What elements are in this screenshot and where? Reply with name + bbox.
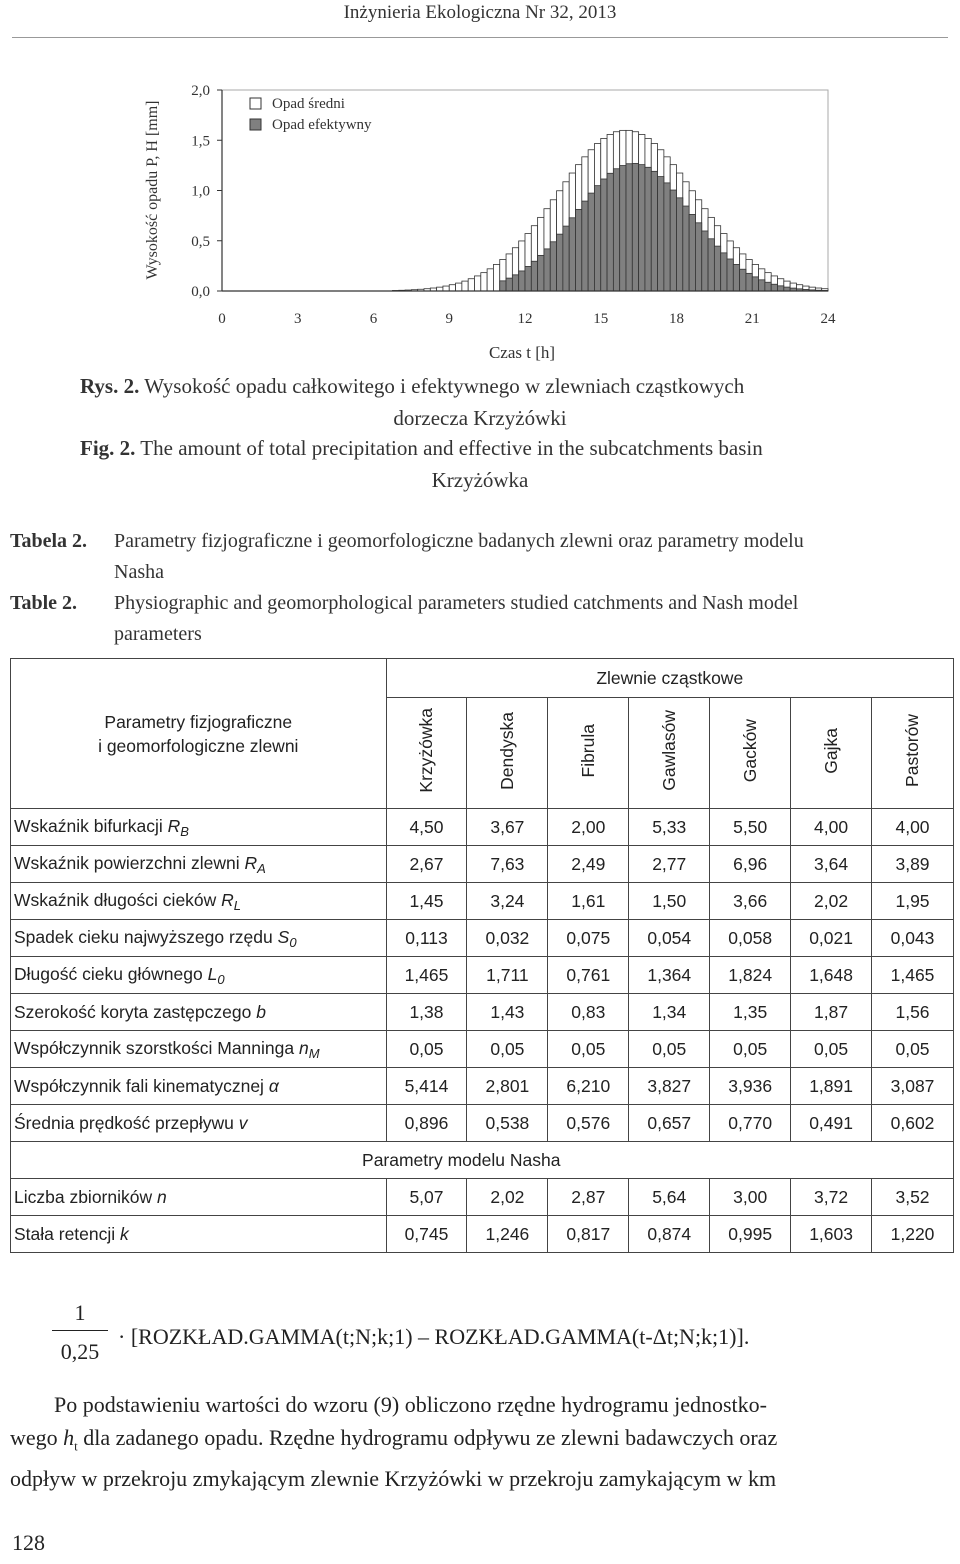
bar-total <box>481 273 487 291</box>
row-label-text: Współczynnik fali kinematycznej <box>14 1075 269 1096</box>
table-row <box>11 846 954 883</box>
table-cell: 0,896 <box>386 1105 467 1142</box>
bar-effective <box>576 209 582 291</box>
bar-effective <box>677 198 683 291</box>
figure-caption-en <box>0 432 960 496</box>
column-header <box>791 698 872 809</box>
table-cell: 1,465 <box>386 957 467 994</box>
table-cell: 3,66 <box>710 883 791 920</box>
section-header-text: Parametry modelu Nasha <box>362 1149 561 1170</box>
table-cell: 1,35 <box>710 994 791 1031</box>
table-cell: 3,24 <box>467 883 548 920</box>
row-symbol: α <box>268 1075 279 1096</box>
column-header-label: Krzyżówka <box>415 708 436 793</box>
table-cell: 5,07 <box>386 1179 467 1216</box>
bar-effective <box>588 193 594 291</box>
table-row <box>11 809 954 846</box>
table-cell: 3,64 <box>791 846 872 883</box>
row-symbol: R <box>221 889 234 910</box>
x-axis-label: Czas t [h] <box>488 343 556 362</box>
row-label <box>11 957 387 994</box>
table-cell: 1,34 <box>629 994 710 1031</box>
parameters-table <box>10 658 954 1253</box>
row-symbol-subscript: 0 <box>217 971 225 987</box>
table-cell: 0,602 <box>872 1105 954 1142</box>
bar-effective <box>525 266 531 291</box>
row-label <box>11 809 387 846</box>
bar-effective <box>613 169 619 291</box>
row-label <box>11 920 387 957</box>
bar-effective <box>512 275 518 291</box>
table-corner-header <box>11 659 387 809</box>
table-row <box>11 1068 954 1105</box>
y-tick-label: 0,5 <box>191 233 210 250</box>
table-cell: 5,50 <box>710 809 791 846</box>
bar-effective <box>721 253 727 291</box>
bar-effective <box>695 223 701 291</box>
table-cell: 0,761 <box>548 957 629 994</box>
paragraph-line2a: wego <box>10 1425 64 1450</box>
table-cell: 3,67 <box>467 809 548 846</box>
table-cell: 1,87 <box>791 994 872 1031</box>
precipitation-chart <box>0 60 960 370</box>
table-cell: 4,50 <box>386 809 467 846</box>
row-symbol: R <box>244 852 258 873</box>
table-cell: 0,05 <box>872 1031 954 1068</box>
table-cell: 0,995 <box>710 1216 791 1253</box>
bar-effective <box>519 271 525 291</box>
table-cell: 3,89 <box>872 846 954 883</box>
table-row <box>11 883 954 920</box>
legend-swatch-effective <box>250 119 261 130</box>
legend-label-total: Opad średni <box>272 96 345 112</box>
table-cell: 7,63 <box>467 846 548 883</box>
figure-caption-pl <box>0 370 960 434</box>
table-cell: 0,043 <box>872 920 954 957</box>
table-cell: 0,021 <box>791 920 872 957</box>
column-header-label: Gacków <box>739 718 760 783</box>
bar-effective <box>651 171 657 291</box>
table-cell: 6,96 <box>710 846 791 883</box>
bar-effective <box>544 249 550 291</box>
y-tick-label: 2,0 <box>191 83 210 99</box>
table-caption-pl-line1: Parametry fizjograficzne i geomorfologiczne badanych zlewni oraz parametry modelu <box>114 530 804 552</box>
table-cell: 1,824 <box>710 957 791 994</box>
group-header: Zlewnie cząstkowe <box>386 659 953 698</box>
bar-effective <box>626 164 632 291</box>
table-row <box>11 1179 954 1216</box>
formula-denominator: 0,25 <box>60 1339 100 1364</box>
table-row <box>11 957 954 994</box>
table-cell: 0,05 <box>467 1031 548 1068</box>
row-symbol: n <box>298 1037 309 1058</box>
x-tick-label: 15 <box>593 311 609 327</box>
bar-effective <box>557 234 563 291</box>
bar-effective <box>759 280 765 291</box>
row-symbol-subscript: L <box>233 897 242 913</box>
section-spacer <box>11 1142 387 1179</box>
figure-caption-pl-line2: dorzecza Krzyżówki <box>393 406 567 430</box>
table-cell: 1,220 <box>872 1216 954 1253</box>
table-cell: 0,874 <box>629 1216 710 1253</box>
x-tick-label: 9 <box>445 311 453 327</box>
bar-total <box>456 283 462 291</box>
row-label-text: Spadek cieku najwyższego rzędu <box>14 926 278 947</box>
column-header <box>548 698 629 809</box>
bar-effective <box>670 190 676 291</box>
y-tick-label: 1,5 <box>191 133 210 150</box>
table-cell: 0,770 <box>710 1105 791 1142</box>
bar-effective <box>550 242 556 291</box>
table-cell: 1,246 <box>467 1216 548 1253</box>
paragraph-line3: odpływ w przekroju zmykającym zlewnie Krzyżówki w przekroju zamykającym w km <box>10 1466 777 1492</box>
bar-total <box>462 281 468 291</box>
table-cell: 1,50 <box>629 883 710 920</box>
table-cell: 0,113 <box>386 920 467 957</box>
table-cell: 0,032 <box>467 920 548 957</box>
column-header-label: Gajka <box>820 727 841 774</box>
row-label <box>11 846 387 883</box>
row-label-text: Długość cieku głównego <box>14 963 208 984</box>
table-cell: 0,05 <box>629 1031 710 1068</box>
table-cell: 0,05 <box>791 1031 872 1068</box>
table-cell: 1,95 <box>872 883 954 920</box>
table-cell: 6,210 <box>548 1068 629 1105</box>
table-caption-en-line2: parameters <box>114 623 202 645</box>
table-cell: 3,936 <box>710 1068 791 1105</box>
paragraph-line2b: dla zadanego opadu. Rzędne hydrogramu odpływu ze zlewni badawczych oraz <box>77 1425 778 1450</box>
column-header <box>710 698 791 809</box>
table-cell: 0,054 <box>629 920 710 957</box>
bar-total <box>493 264 499 291</box>
table-cell: 0,491 <box>791 1105 872 1142</box>
bar-effective <box>752 277 758 291</box>
table-cell: 1,711 <box>467 957 548 994</box>
y-tick-label: 1,0 <box>191 183 210 200</box>
paragraph-line1: Po podstawieniu wartości do wzoru (9) obliczono rzędne hydrogramu jednostko- <box>54 1392 767 1417</box>
x-tick-label: 0 <box>218 311 226 327</box>
table-cell: 2,87 <box>548 1179 629 1216</box>
table-cell: 0,075 <box>548 920 629 957</box>
row-symbol-subscript: A <box>257 860 266 876</box>
journal-header: Inżynieria Ekologiczna Nr 32, 2013 <box>343 2 617 23</box>
table-cell: 2,02 <box>467 1179 548 1216</box>
row-label-text: Wskaźnik bifurkacji <box>14 815 168 836</box>
row-label-text: Wskaźnik powierzchni zlewni <box>14 852 245 873</box>
bar-effective <box>727 259 733 291</box>
row-label-text: Szerokość koryta zastępczego <box>14 1001 257 1022</box>
table-cell: 1,56 <box>872 994 954 1031</box>
header-rule <box>12 37 948 38</box>
bar-effective <box>594 186 600 291</box>
column-header <box>467 698 548 809</box>
figure-label-en: Fig. 2. <box>80 436 136 460</box>
table-cell: 3,087 <box>872 1068 954 1105</box>
bar-effective <box>620 166 626 291</box>
h-subscript: t <box>74 1438 78 1454</box>
section-header-nash <box>362 1142 953 1179</box>
table-cell: 0,058 <box>710 920 791 957</box>
table-caption-pl-line2: Nasha <box>114 561 164 583</box>
table-cell: 0,745 <box>386 1216 467 1253</box>
y-tick-label: 0,0 <box>191 284 210 300</box>
figure-caption-pl-line1: Wysokość opadu całkowitego i efektywnego w zlewniach cząstkowych <box>144 374 745 398</box>
row-label <box>11 1105 387 1142</box>
bar-total <box>443 286 449 291</box>
table-cell: 0,576 <box>548 1105 629 1142</box>
bar-effective <box>702 231 708 291</box>
figure-label-pl: Rys. 2. <box>80 374 140 398</box>
formula-numerator: 1 <box>74 1300 86 1325</box>
legend-swatch-total <box>250 98 261 109</box>
table-cell: 4,00 <box>872 809 954 846</box>
column-header-label: Fibrula <box>577 723 598 778</box>
table-label-pl: Tabela 2. <box>10 530 88 552</box>
table-cell: 1,43 <box>467 994 548 1031</box>
section-row <box>11 1142 954 1179</box>
bar-effective <box>538 255 544 291</box>
table-cell: 1,648 <box>791 957 872 994</box>
figure-caption-en-line2: Krzyżówka <box>431 468 529 492</box>
bar-total <box>449 285 455 291</box>
formula-body: [ROZKŁAD.GAMMA(t;N;k;1) – ROZKŁAD.GAMMA(t-Δt;N;k;1)]. <box>130 1324 750 1349</box>
x-tick-label: 21 <box>744 311 760 327</box>
row-label-text: Stała retencji <box>14 1223 121 1244</box>
page-number: 128 <box>12 1530 45 1555</box>
bar-effective <box>683 206 689 291</box>
table-cell: 1,364 <box>629 957 710 994</box>
x-tick-label: 24 <box>820 311 836 327</box>
x-tick-label: 12 <box>517 311 533 327</box>
row-label <box>11 1068 387 1105</box>
column-header <box>872 698 954 809</box>
row-label <box>11 883 387 920</box>
table-row <box>11 1105 954 1142</box>
row-symbol-subscript: 0 <box>289 934 297 950</box>
bar-effective <box>632 163 638 291</box>
bar-effective <box>658 177 664 291</box>
table-cell: 1,603 <box>791 1216 872 1253</box>
figure-caption-en-line1: The amount of total precipitation and effective in the subcatchments basin <box>140 436 763 460</box>
table-row <box>11 1216 954 1253</box>
row-label <box>11 1031 387 1068</box>
bar-effective <box>639 165 645 291</box>
x-tick-label: 3 <box>294 311 302 327</box>
table-cell: 0,538 <box>467 1105 548 1142</box>
table-cell: 4,00 <box>791 809 872 846</box>
table-cell: 3,00 <box>710 1179 791 1216</box>
table-cell: 2,49 <box>548 846 629 883</box>
table-cell: 2,77 <box>629 846 710 883</box>
bar-effective <box>765 282 771 291</box>
bar-total <box>468 279 474 291</box>
bar-effective <box>740 269 746 291</box>
column-header <box>386 698 467 809</box>
table-row <box>11 1031 954 1068</box>
table-label-en: Table 2. <box>10 592 78 614</box>
row-symbol: n <box>156 1186 167 1207</box>
table-cell: 0,05 <box>386 1031 467 1068</box>
body-paragraph <box>10 1388 950 1495</box>
row-symbol: b <box>256 1001 266 1022</box>
x-tick-label: 6 <box>369 311 378 327</box>
table-row <box>11 994 954 1031</box>
y-axis-label: Wysokość opadu P, H [mm] <box>144 100 161 280</box>
table-caption <box>10 526 955 650</box>
row-label <box>11 994 387 1031</box>
corner-line2: i geomorfologiczne zlewni <box>98 735 299 756</box>
table-cell: 1,45 <box>386 883 467 920</box>
table-cell: 5,33 <box>629 809 710 846</box>
bar-effective <box>569 218 575 291</box>
table-cell: 5,64 <box>629 1179 710 1216</box>
x-tick-label: 18 <box>669 311 684 327</box>
bar-effective <box>664 183 670 291</box>
bar-effective <box>582 201 588 291</box>
table-cell: 3,52 <box>872 1179 954 1216</box>
row-symbol: L <box>207 963 218 984</box>
legend <box>250 96 372 133</box>
bar-effective <box>771 284 777 291</box>
bar-effective <box>746 273 752 291</box>
h-symbol: h <box>63 1425 75 1450</box>
row-symbol-subscript: M <box>308 1045 320 1061</box>
row-symbol-subscript: B <box>180 823 189 839</box>
table-cell: 0,817 <box>548 1216 629 1253</box>
column-header <box>629 698 710 809</box>
table-cell: 3,72 <box>791 1179 872 1216</box>
row-label-text: Liczba zbiorników <box>14 1186 157 1207</box>
table-cell: 5,414 <box>386 1068 467 1105</box>
table-cell: 2,67 <box>386 846 467 883</box>
bar-effective <box>645 167 651 291</box>
legend-label-effective: Opad efektywny <box>272 117 372 133</box>
bar-effective <box>500 281 506 291</box>
bar-effective <box>506 278 512 291</box>
row-symbol: v <box>238 1112 248 1133</box>
formula-dot: · <box>118 1324 126 1349</box>
bar-effective <box>531 261 537 291</box>
bar-effective <box>689 214 695 291</box>
table-cell: 1,61 <box>548 883 629 920</box>
corner-line1: Parametry fizjograficzne <box>104 711 293 732</box>
bar-effective <box>563 226 569 291</box>
table-cell: 0,657 <box>629 1105 710 1142</box>
bar-effective <box>733 264 739 291</box>
row-label-text: Współczynnik szorstkości Manninga <box>14 1037 299 1058</box>
row-label <box>11 1216 387 1253</box>
bar-effective <box>778 286 784 291</box>
table-cell: 0,05 <box>548 1031 629 1068</box>
table-cell: 0,83 <box>548 994 629 1031</box>
table-cell: 0,05 <box>710 1031 791 1068</box>
row-label-text: Średnia prędkość przepływu <box>14 1112 239 1133</box>
table-cell: 2,02 <box>791 883 872 920</box>
table-cell: 2,00 <box>548 809 629 846</box>
table-cell: 3,827 <box>629 1068 710 1105</box>
table-row <box>11 920 954 957</box>
column-header-label: Gawlasów <box>658 710 679 791</box>
table-cell: 2,801 <box>467 1068 548 1105</box>
bar-effective <box>708 239 714 291</box>
column-header-label: Dendyska <box>496 711 517 790</box>
row-label-text: Wskaźnik długości cieków <box>14 889 222 910</box>
row-symbol: k <box>120 1223 129 1244</box>
table-cell: 1,891 <box>791 1068 872 1105</box>
bar-total <box>487 269 493 291</box>
row-symbol: S <box>277 926 290 947</box>
bar-effective <box>714 246 720 291</box>
bar-effective <box>607 173 613 291</box>
table-caption-en-line1: Physiographic and geomorphological parameters studied catchments and Nash model <box>114 592 799 614</box>
bar-effective <box>601 179 607 291</box>
table-cell: 1,38 <box>386 994 467 1031</box>
column-header-label: Pastorów <box>902 714 923 787</box>
bar-total <box>475 276 481 291</box>
row-label <box>11 1179 387 1216</box>
table-cell: 1,465 <box>872 957 954 994</box>
row-symbol: R <box>167 815 181 836</box>
